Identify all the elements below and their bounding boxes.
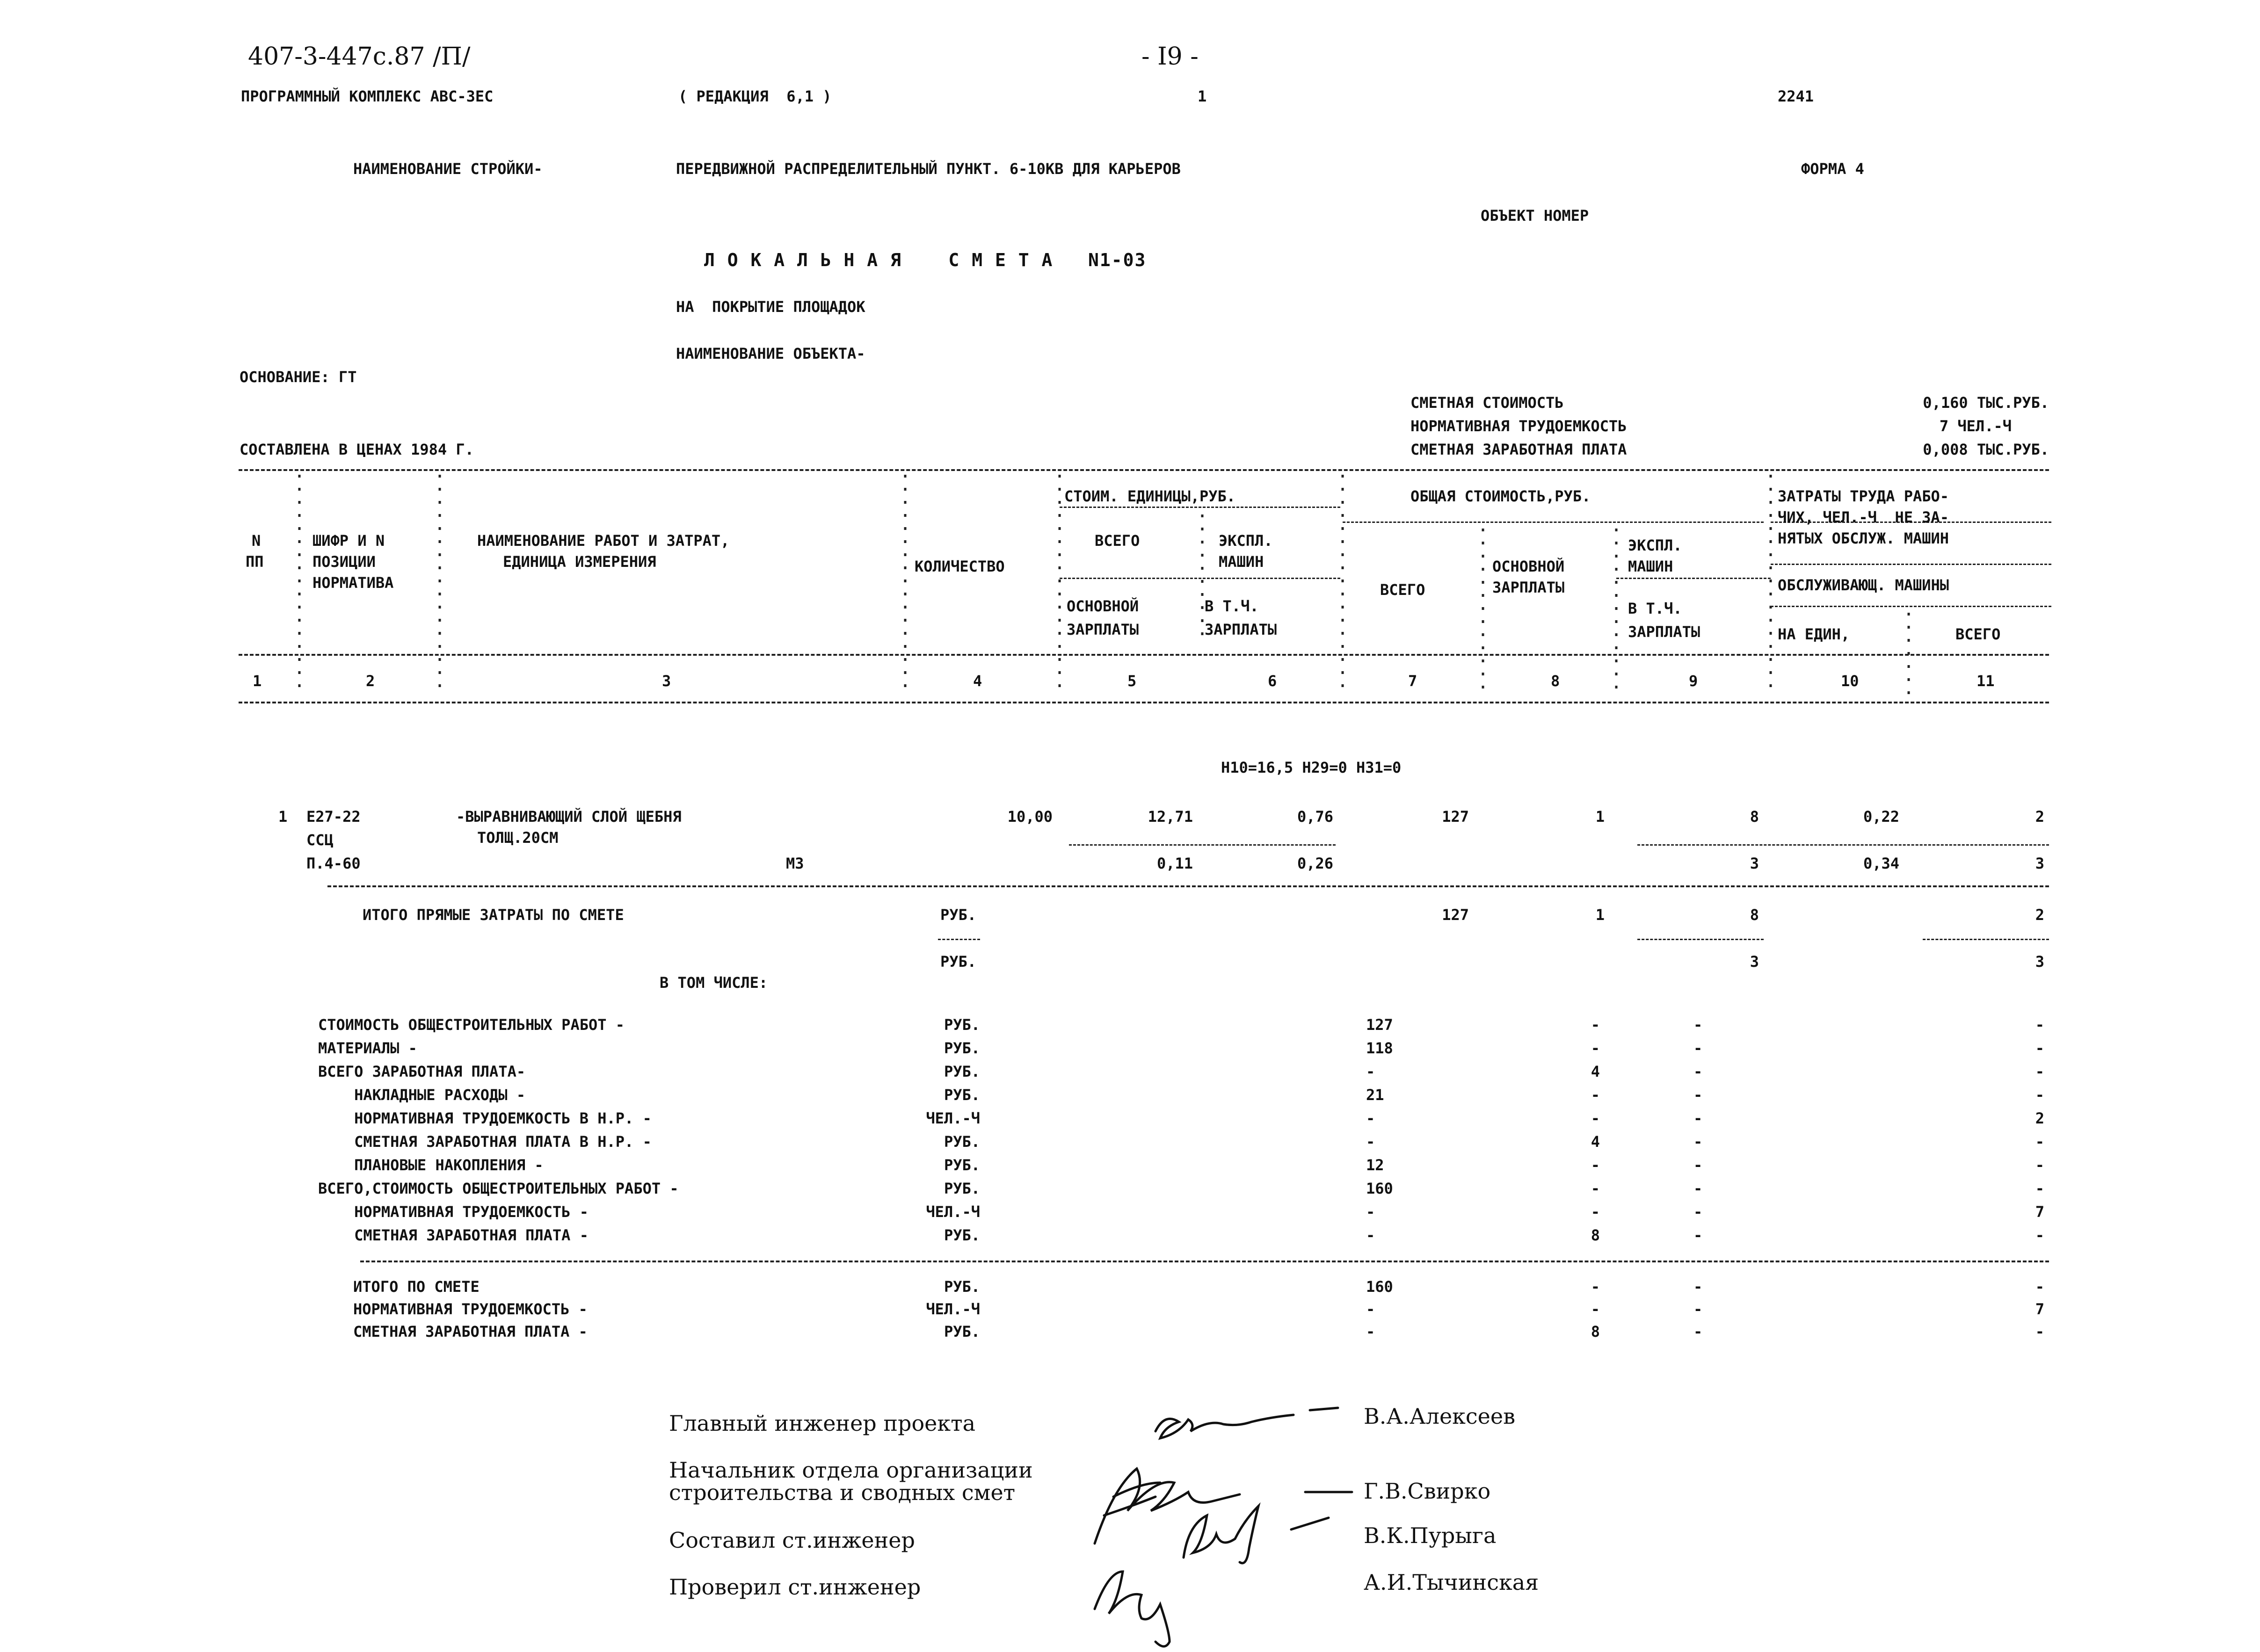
- breakdown-row-total: 127: [1366, 1016, 1393, 1034]
- breakdown-row-salary: -: [1591, 1203, 1600, 1221]
- basis-label: ОСНОВАНИЕ: ГТ: [240, 368, 357, 386]
- breakdown-row-salary: -: [1591, 1109, 1600, 1127]
- item-total-salary: 1: [1595, 808, 1605, 826]
- breakdown-row-machines: -: [1693, 1063, 1703, 1080]
- breakdown-row-machines: -: [1693, 1133, 1703, 1151]
- totals-row-total: -: [1366, 1323, 1375, 1340]
- item-total-machines: 8: [1750, 808, 1759, 826]
- breakdown-row-unit: РУБ.: [944, 1226, 980, 1244]
- item-unit: М3: [786, 855, 804, 872]
- breakdown-row-machines: -: [1693, 1180, 1703, 1197]
- breakdown-row-machines: -: [1693, 1156, 1703, 1174]
- breakdown-row-label: МАТЕРИАЛЫ -: [318, 1039, 417, 1057]
- header-total-cost: ОБЩАЯ СТОИМОСТЬ,РУБ.: [1410, 487, 1591, 505]
- breakdown-row-total: 160: [1366, 1180, 1393, 1197]
- construction-label: НАИМЕНОВАНИЕ СТРОЙКИ-: [353, 160, 543, 178]
- breakdown-row-labor: -: [2035, 1063, 2044, 1080]
- header-unit-cost: СТОИМ. ЕДИНИЦЫ,РУБ.: [1064, 487, 1236, 505]
- summary-salary-value: 0,008 ТЫС.РУБ.: [1923, 441, 2049, 458]
- totals-row-unit: РУБ.: [944, 1323, 980, 1340]
- totals-row-unit: РУБ.: [944, 1278, 980, 1296]
- signer-name-2: Г.В.Свирко: [1364, 1478, 1491, 1504]
- coefficients: Н10=16,5 Н29=0 Н31=0: [1221, 759, 1402, 776]
- totals-row-salary: -: [1591, 1278, 1600, 1296]
- signature-puryga: [1184, 1506, 1329, 1563]
- breakdown-row-label: ПЛАНОВЫЕ НАКОПЛЕНИЯ -: [318, 1156, 544, 1174]
- item-num: 1: [278, 808, 288, 826]
- signer-role-4: Проверил ст.инженер: [669, 1574, 921, 1600]
- breakdown-row-total: -: [1366, 1133, 1375, 1151]
- colnum-10: 10: [1841, 672, 1859, 690]
- breakdown-row-total: 12: [1366, 1156, 1384, 1174]
- item-code: Е27-22: [306, 808, 361, 826]
- breakdown-row-unit: РУБ.: [944, 1156, 980, 1174]
- breakdown-row-unit: РУБ.: [944, 1016, 980, 1034]
- totals-row-labor: -: [2035, 1323, 2044, 1340]
- header-num: N: [252, 532, 261, 550]
- totals-row-labor: -: [2035, 1278, 2044, 1296]
- code-right: 2241: [1778, 87, 1814, 105]
- breakdown-row-total: -: [1366, 1063, 1375, 1080]
- signer-role-3: Составил ст.инженер: [669, 1528, 915, 1553]
- breakdown-row-unit: РУБ.: [944, 1086, 980, 1104]
- item-unit-base-salary: 0,11: [1156, 855, 1193, 872]
- colnum-4: 4: [973, 672, 982, 690]
- breakdown-row-salary: -: [1591, 1039, 1600, 1057]
- header-work-name: НАИМЕНОВАНИЕ РАБОТ И ЗАТРАТ,: [477, 532, 730, 550]
- signer-role-1: Главный инженер проекта: [669, 1411, 976, 1436]
- breakdown-row-label: ВСЕГО ЗАРАБОТНАЯ ПЛАТА-: [318, 1063, 526, 1080]
- totals-row-total: 160: [1366, 1278, 1393, 1296]
- totals-row-total: -: [1366, 1300, 1375, 1318]
- colnum-11: 11: [1977, 672, 1995, 690]
- signer-role-2: Начальник отдела организации: [669, 1457, 1033, 1483]
- breakdown-row-label: НАКЛАДНЫЕ РАСХОДЫ -: [318, 1086, 526, 1104]
- breakdown-row-total: 118: [1366, 1039, 1393, 1057]
- item-name: -ВЫРАВНИВАЮЩИЙ СЛОЙ ЩЕБНЯ: [456, 808, 682, 826]
- totals-row-salary: -: [1591, 1300, 1600, 1318]
- colnum-7: 7: [1408, 672, 1417, 690]
- breakdown-row-label: ВСЕГО,СТОИМОСТЬ ОБЩЕСТРОИТЕЛЬНЫХ РАБОТ -: [318, 1180, 679, 1197]
- signature-tychinskaya: [1095, 1572, 1170, 1646]
- item-quantity: 10,00: [1007, 808, 1053, 826]
- breakdown-row-label: НОРМАТИВНАЯ ТРУДОЕМКОСТЬ -: [318, 1203, 589, 1221]
- construction-name: ПЕРЕДВИЖНОЙ РАСПРЕДЕЛИТЕЛЬНЫЙ ПУНКТ. 6-10КВ ДЛЯ КАРЬЕРОВ: [676, 160, 1181, 178]
- breakdown-row-labor: -: [2035, 1226, 2044, 1244]
- breakdown-row-labor: -: [2035, 1133, 2044, 1151]
- item-unit-machines: 0,76: [1297, 808, 1333, 826]
- breakdown-row-label: СМЕТНАЯ ЗАРАБОТНАЯ ПЛАТА -: [318, 1226, 589, 1244]
- item-labor-total: 2: [2035, 808, 2044, 826]
- breakdown-row-unit: ЧЕЛ.-Ч: [926, 1109, 980, 1127]
- breakdown-row-salary: -: [1591, 1156, 1600, 1174]
- colnum-5: 5: [1127, 672, 1137, 690]
- colnum-6: 6: [1268, 672, 1277, 690]
- program-name: ПРОГРАММНЫЙ КОМПЛЕКС АВС-3ЕС: [241, 87, 494, 105]
- item-total: 127: [1442, 808, 1469, 826]
- breakdown-row-salary: -: [1591, 1180, 1600, 1197]
- breakdown-row-machines: -: [1693, 1039, 1703, 1057]
- summary-labor-label: НОРМАТИВНАЯ ТРУДОЕМКОСТЬ: [1410, 417, 1627, 435]
- summary-cost-value: 0,160 ТЫС.РУБ.: [1923, 394, 2049, 412]
- breakdown-row-salary: 4: [1591, 1063, 1600, 1080]
- breakdown-row-total: -: [1366, 1203, 1375, 1221]
- breakdown-row-unit: РУБ.: [944, 1180, 980, 1197]
- totals-row-salary: 8: [1591, 1323, 1600, 1340]
- totals-row-machines: -: [1693, 1323, 1703, 1340]
- breakdown-row-labor: -: [2035, 1156, 2044, 1174]
- direct-costs-total: 127: [1442, 906, 1469, 924]
- breakdown-row-label: СМЕТНАЯ ЗАРАБОТНАЯ ПЛАТА В Н.Р. -: [318, 1133, 652, 1151]
- totals-row-unit: ЧЕЛ.-Ч: [926, 1300, 980, 1318]
- totals-row-machines: -: [1693, 1278, 1703, 1296]
- breakdown-row-labor: -: [2035, 1016, 2044, 1034]
- estimate-page: 407-3-447c.87 /П/ - I9 - ПРОГРАММНЫЙ КОМПЛЕКС АВС-3ЕС ( РЕДАКЦИЯ 6,1 ) 1 2241 НАИМЕНОВАНИЕ СТРОЙКИ- ПЕРЕДВИЖНОЙ РАСПРЕДЕЛИТЕЛЬНЫЙ ПУНКТ. 6-10КВ ДЛЯ КАРЬЕРОВ ФОРМА 4 ОБЪЕКТ НОМЕР Л О К А Л Ь Н А Я С М Е Т А N1-03 НА ПОКРЫТИЕ ПЛОЩАДОК НАИМЕНОВАНИЕ ОБЪЕКТА- ОСНОВАНИЕ: ГТ СМЕТНАЯ СТОИМОСТЬ 0,160 ТЫС.РУБ. НОРМАТИВНАЯ ТРУДОЕМКОСТЬ 7 ЧЕЛ.-Ч СОСТАВЛЕНА В ЦЕНАХ 1984 Г. СМЕТНАЯ ЗАРАБОТНАЯ ПЛАТА 0,008 ТЫС.РУБ. N ПП ШИФР И N ПОЗИЦИИ НОРМАТИВА НАИМЕНОВАНИЕ РАБОТ И ЗАТРАТ, ЕДИНИЦА ИЗМЕРЕНИЯ КОЛИЧЕСТВО СТОИМ. ЕДИНИЦЫ,РУБ. ВСЕГО ЭКСПЛ. МАШИН ОСНОВНОЙ ЗАРПЛАТЫ В Т.Ч. ЗАРПЛАТЫ ОБЩАЯ СТОИМОСТЬ,РУБ. ВСЕГО ОСНОВНОЙ ЗАРПЛАТЫ ЭКСПЛ. МАШИН В Т.Ч. ЗАРПЛАТЫ ЗАТРАТЫ ТРУДА РАБО- ЧИХ, ЧЕЛ.-Ч НЕ ЗА- НЯТЫХ ОБСЛУЖ. МАШИН ОБСЛУЖИВАЮЩ. МАШИНЫ НА ЕДИН, ВСЕГО 1 2 3 4 5 6 7 8 9 10 11 Н10=16,5 Н29=0 Н31=0 1 Е27-22 ССЦ П.4-60 -ВЫРАВНИВАЮЩИЙ СЛОЙ ЩЕБНЯ ТОЛЩ.20СМ М3 10,00 12,71 0,76 0,11 0,26 127 1 8 3 0,22 0,34 2 3 ИТОГО ПРЯМЫЕ ЗАТРАТЫ ПО СМЕТЕ РУБ. РУБ. 127 1 8 3 2 3 В ТОМ ЧИСЛЕ: СТОИМОСТЬ ОБЩЕСТРОИТЕЛЬНЫХ РАБОТ - РУБ. 127 - - - МАТЕРИАЛЫ - РУБ. 118 - - - ВСЕГО ЗАРАБОТНАЯ ПЛАТА- РУБ. - 4 - - НАКЛАДНЫЕ РАСХОДЫ - РУБ. 21 - - - НОРМАТИВНАЯ ТРУДОЕМКОСТЬ В Н.Р. - ЧЕЛ.-Ч - - - 2 СМЕТНАЯ ЗАРАБОТНАЯ ПЛАТА В Н.Р. - РУБ. - 4 - - ПЛАНОВЫЕ НАКОПЛЕНИЯ - РУБ. 12 - - - ВСЕГО,СТОИМОСТЬ ОБЩЕСТРОИТЕЛЬНЫХ РАБОТ - РУБ. 160 - - - НОРМАТИВНАЯ ТРУДОЕМКОСТЬ - ЧЕЛ.-Ч - - - 7 СМЕТНАЯ ЗАРАБОТНАЯ ПЛАТА - РУБ. - 8 - - ИТОГО ПО СМЕТЕ РУБ. 160 - - - НОРМАТИВНАЯ ТРУДОЕМКОСТЬ - ЧЕЛ.-Ч - - - 7 СМЕТНАЯ ЗАРАБОТНАЯ ПЛАТА - РУБ. - 8 - - Главный инженер проекта В.А.Алексеев Начальник отдела организации строительства и сводных смет Г.В.Свирко Составил ст.инженер В.К.Пурыга Проверил ст.инженер А.И.Тычинская: [0, 0, 2260, 1652]
- summary-salary-label: СМЕТНАЯ ЗАРАБОТНАЯ ПЛАТА: [1410, 441, 1627, 458]
- breakdown-row-salary: -: [1591, 1086, 1600, 1104]
- colnum-8: 8: [1551, 672, 1560, 690]
- breakdown-row-unit: РУБ.: [944, 1063, 980, 1080]
- breakdown-row-labor: 7: [2035, 1203, 2044, 1221]
- totals-row-machines: -: [1693, 1300, 1703, 1318]
- item-total-incl-salary: 3: [1750, 855, 1759, 872]
- breakdown-row-unit: ЧЕЛ.-Ч: [926, 1203, 980, 1221]
- summary-cost-label: СМЕТНАЯ СТОИМОСТЬ: [1410, 394, 1564, 412]
- breakdown-row-labor: -: [2035, 1086, 2044, 1104]
- colnum-2: 2: [366, 672, 375, 690]
- item-labor-per-unit: 0,22: [1863, 808, 1899, 826]
- breakdown-row-machines: -: [1693, 1016, 1703, 1034]
- object-name-label: НАИМЕНОВАНИЕ ОБЪЕКТА-: [676, 345, 865, 362]
- estimate-subject: НА ПОКРЫТИЕ ПЛОЩАДОК: [676, 298, 865, 316]
- breakdown-row-total: -: [1366, 1226, 1375, 1244]
- breakdown-row-salary: 4: [1591, 1133, 1600, 1151]
- breakdown-row-salary: -: [1591, 1016, 1600, 1034]
- header-quantity: КОЛИЧЕСТВО: [915, 558, 1005, 575]
- signer-name-1: В.А.Алексеев: [1364, 1404, 1516, 1429]
- colnum-3: 3: [662, 672, 671, 690]
- breakdown-row-labor: -: [2035, 1039, 2044, 1057]
- prices-basis: СОСТАВЛЕНА В ЦЕНАХ 1984 Г.: [240, 441, 474, 458]
- including-label: В ТОМ ЧИСЛЕ:: [660, 974, 768, 992]
- colnum-1: 1: [253, 672, 262, 690]
- signer-name-3: В.К.Пурыга: [1364, 1523, 1497, 1548]
- breakdown-row-unit: РУБ.: [944, 1133, 980, 1151]
- item-unit-total: 12,71: [1148, 808, 1193, 826]
- header-code: ШИФР И N: [312, 532, 385, 550]
- summary-labor-value: 7 ЧЕЛ.-Ч: [1939, 417, 2012, 435]
- breakdown-row-label: СТОИМОСТЬ ОБЩЕСТРОИТЕЛЬНЫХ РАБОТ -: [318, 1016, 625, 1034]
- form-label: ФОРМА 4: [1801, 160, 1864, 178]
- breakdown-row-label: НОРМАТИВНАЯ ТРУДОЕМКОСТЬ В Н.Р. -: [318, 1109, 652, 1127]
- direct-costs-label: ИТОГО ПРЯМЫЕ ЗАТРАТЫ ПО СМЕТЕ: [363, 906, 624, 924]
- signature-alekseev: [1155, 1408, 1338, 1438]
- signer-name-4: А.И.Тычинская: [1364, 1570, 1539, 1595]
- breakdown-row-total: -: [1366, 1109, 1375, 1127]
- totals-row-label: НОРМАТИВНАЯ ТРУДОЕМКОСТЬ -: [353, 1300, 588, 1318]
- object-number: ОБЪЕКТ НОМЕР: [1481, 207, 1589, 225]
- document-code: 407-3-447c.87 /П/: [248, 43, 471, 71]
- breakdown-row-labor: -: [2035, 1180, 2044, 1197]
- breakdown-row-unit: РУБ.: [944, 1039, 980, 1057]
- page-number: - I9 -: [1141, 43, 1199, 71]
- breakdown-row-machines: -: [1693, 1086, 1703, 1104]
- header-labor: ЗАТРАТЫ ТРУДА РАБО-: [1778, 487, 1949, 505]
- breakdown-row-machines: -: [1693, 1226, 1703, 1244]
- breakdown-row-machines: -: [1693, 1109, 1703, 1127]
- totals-row-labor: 7: [2035, 1300, 2044, 1318]
- breakdown-row-salary: 8: [1591, 1226, 1600, 1244]
- sheet-number: 1: [1198, 87, 1207, 105]
- totals-row-label: ИТОГО ПО СМЕТЕ: [353, 1278, 480, 1296]
- colnum-9: 9: [1689, 672, 1698, 690]
- breakdown-row-labor: 2: [2035, 1109, 2044, 1127]
- totals-row-label: СМЕТНАЯ ЗАРАБОТНАЯ ПЛАТА -: [353, 1323, 588, 1340]
- breakdown-row-total: 21: [1366, 1086, 1384, 1104]
- program-edition: ( РЕДАКЦИЯ 6,1 ): [678, 87, 832, 105]
- item-unit-incl-salary: 0,26: [1297, 855, 1333, 872]
- signature-svirko: [1095, 1469, 1352, 1543]
- estimate-title: Л О К А Л Ь Н А Я С М Е Т А N1-03: [704, 250, 1147, 270]
- breakdown-row-machines: -: [1693, 1203, 1703, 1221]
